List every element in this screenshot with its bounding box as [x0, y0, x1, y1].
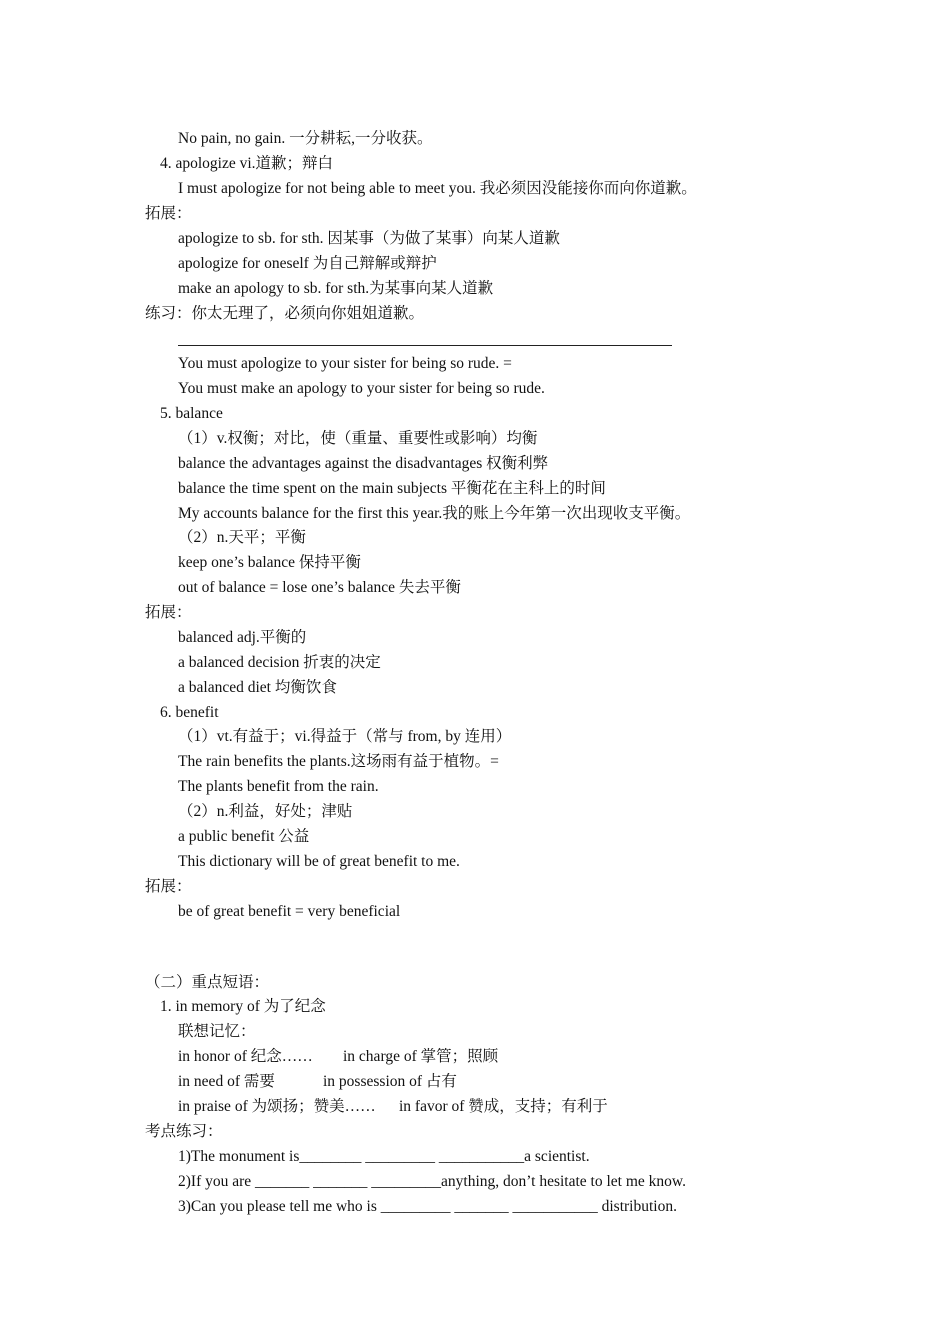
phrase-line: a balanced decision 折衷的决定 [178, 654, 381, 671]
example-sentence: My accounts balance for the first this year.我的账上今年第一次出现收支平衡。 [178, 505, 691, 522]
example-sentence: I must apologize for not being able to meet you. 我必须因没能接你而向你道歉。 [178, 180, 697, 197]
exercise-label: 考点练习： [145, 1123, 223, 1140]
sense-heading: （2）n.利益，好处；津贴 [178, 803, 353, 820]
phrase-line: apologize for oneself 为自己辩解或辩护 [178, 255, 437, 272]
phrase-item: in need of 需要 [178, 1073, 275, 1090]
exercise-item: 1)The monument is________ _________ ___________a scientist. [178, 1148, 590, 1165]
exercise-item: 3)Can you please tell me who is _________ _______ ___________ distribution. [178, 1198, 677, 1215]
phrase-item: in praise of 为颂扬；赞美…… [178, 1098, 376, 1115]
phrase-line: be of great benefit = very beneficial [178, 903, 401, 920]
example-sentence: The rain benefits the plants.这场雨有益于植物。= [178, 753, 499, 770]
phrase-line: balanced adj.平衡的 [178, 629, 307, 646]
phrase-line: apologize to sb. for sth. 因某事（为做了某事）向某人道歉 [178, 230, 560, 247]
phrase-line: balance the advantages against the disadvantages 权衡利弊 [178, 455, 549, 472]
phrase-item: in possession of 占有 [323, 1073, 457, 1090]
example-sentence: This dictionary will be of great benefit to me. [178, 853, 460, 870]
vocab-heading-apologize: 4. apologize vi.道歉；辩白 [160, 155, 334, 172]
phrase-line: out of balance = lose one’s balance 失去平衡 [178, 579, 461, 596]
phrase-item: in charge of 掌管；照顾 [343, 1048, 499, 1065]
answer-blank-line [178, 345, 672, 346]
answer-sentence: You must make an apology to your sister for being so rude. [178, 380, 545, 397]
phrase-heading: 1. in memory of 为了纪念 [160, 998, 326, 1015]
section-heading: （二）重点短语： [145, 974, 270, 991]
extension-label: 拓展： [145, 878, 192, 895]
sense-heading: （2）n.天平；平衡 [178, 529, 306, 546]
exercise-item: 2)If you are _______ _______ _________anything, don’t hesitate to let me know. [178, 1173, 686, 1190]
vocab-heading-balance: 5. balance [160, 405, 223, 422]
phrase-line: make an apology to sb. for sth.为某事向某人道歉 [178, 280, 494, 297]
phrase-line: a public benefit 公益 [178, 828, 310, 845]
phrase-line: balance the time spent on the main subjects 平衡花在主科上的时间 [178, 480, 606, 497]
extension-label: 拓展： [145, 604, 192, 621]
answer-sentence: You must apologize to your sister for being so rude. = [178, 355, 512, 372]
example-sentence: The plants benefit from the rain. [178, 778, 379, 795]
exercise-prompt: 练习：你太无理了，必须向你姐姐道歉。 [145, 305, 425, 322]
association-label: 联想记忆： [178, 1023, 256, 1040]
phrase-line: keep one’s balance 保持平衡 [178, 554, 361, 571]
phrase-item: in favor of 赞成，支持；有利于 [399, 1098, 608, 1115]
example-sentence: No pain, no gain. 一分耕耘,一分收获。 [178, 130, 433, 147]
phrase-item: in honor of 纪念…… [178, 1048, 313, 1065]
extension-label: 拓展： [145, 205, 192, 222]
sense-heading: （1）vt.有益于；vi.得益于（常与 from, by 连用） [178, 728, 512, 745]
phrase-line: a balanced diet 均衡饮食 [178, 679, 337, 696]
vocab-heading-benefit: 6. benefit [160, 704, 219, 721]
sense-heading: （1）v.权衡；对比，使（重量、重要性或影响）均衡 [178, 430, 538, 447]
